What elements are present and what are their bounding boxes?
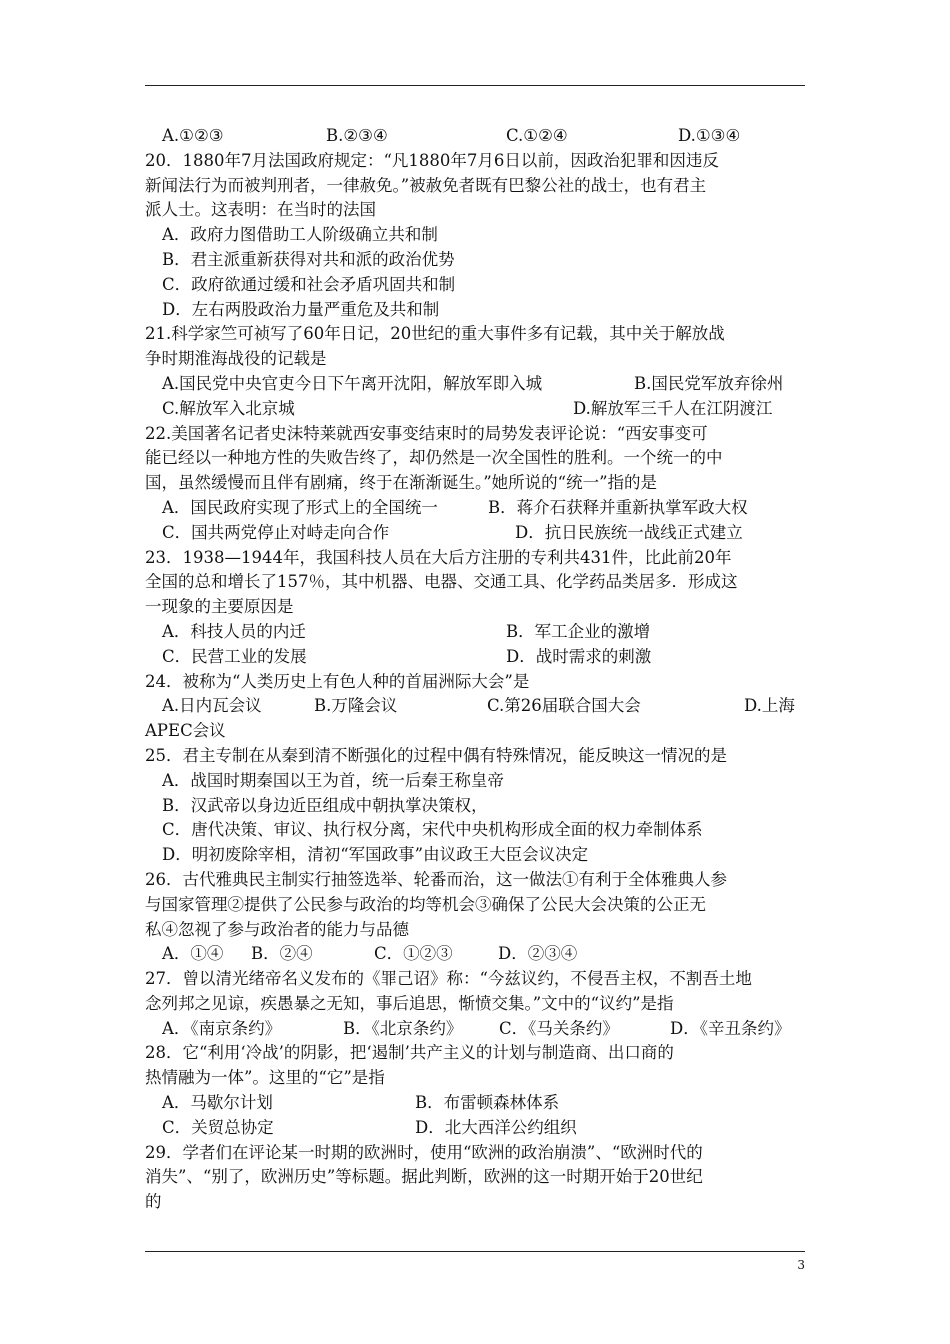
question-28-stem: 热情融为一体”。这里的“它”是指 [145, 1068, 385, 1088]
question-23-stem: 一现象的主要原因是 [145, 597, 294, 617]
question-20-stem: 20．1880年7月法国政府规定：“凡1880年7月6日以前，因政治犯罪和因违反 [145, 150, 719, 170]
option-c: C.第26届联合国大会 [487, 696, 641, 716]
question-23-stem: 23．1938—1944年，我国科技人员在大后方注册的专利共431件，比此前20年 [145, 547, 732, 567]
question-23-stem: 全国的总和增长了157％，其中机器、电器、交通工具、化学药品类居多．形成这 [145, 572, 738, 592]
option-a: A.国民党中央官吏今日下午离开沈阳，解放军即入城 [162, 373, 543, 393]
option-d: D．左右两股政治力量严重危及共和制 [162, 299, 440, 319]
option-c: C．唐代决策、审议、执行权分离，宋代中央机构形成全面的权力牵制体系 [162, 820, 703, 840]
option-a: A．政府力图借助工人阶级确立共和制 [162, 225, 438, 245]
question-22-stem: 国，虽然缓慢而且伴有剧痛，终于在渐渐诞生。”她所说的“统一”指的是 [145, 473, 658, 493]
option-c: C.解放军入北京城 [162, 398, 295, 418]
option-b: B.②③④ [326, 126, 388, 145]
question-24-stem: 24．被称为“人类历史上有色人种的首届洲际大会”是 [145, 671, 530, 691]
exam-content [145, 124, 805, 1215]
options-q22-row2 [145, 521, 805, 546]
option-a: A．战国时期秦国以王为首，统一后秦王称皇帝 [162, 770, 504, 790]
option-d: D.上海 [744, 696, 795, 716]
options-q23-row2 [145, 645, 805, 670]
page-number: 3 [797, 1258, 805, 1272]
options-q22-row1 [145, 496, 805, 521]
option-a: A．①④ [162, 944, 224, 964]
question-29-stem: 的 [145, 1192, 162, 1212]
question-21-stem: 争时期淮海战役的记载是 [145, 349, 327, 369]
option-a: A．《南京条约》 [162, 1018, 282, 1038]
option-c: C.①②④ [506, 126, 568, 145]
option-a: A.日内瓦会议 [162, 696, 262, 716]
options-q21-row2 [145, 397, 805, 422]
option-b: B．汉武帝以身边近臣组成中朝执掌决策权， [162, 795, 488, 815]
option-b: B．《北京条约》 [343, 1018, 463, 1038]
option-b: B.国民党军放弃徐州 [634, 373, 784, 393]
question-22-stem: 能已经以一种地方性的失败告终了，却仍然是一次全国性的胜利。一个统一的中 [145, 448, 723, 468]
option-d: D.解放军三千人在江阴渡江 [573, 398, 773, 418]
option-c: C．政府欲通过缓和社会矛盾巩固共和制 [162, 274, 456, 294]
question-27-stem: 27．曾以清光绪帝名义发布的《罪己诏》称：“今兹议约，不侵吾主权，不割吾土地 [145, 969, 752, 989]
question-22-stem: 22.美国著名记者史沫特莱就西安事变结束时的局势发表评论说：“西安事变可 [145, 423, 708, 443]
option-d: D.①③④ [678, 126, 741, 145]
options-q28-row1 [145, 1091, 805, 1116]
options-q21-row1 [145, 372, 805, 397]
option-d: D．②③④ [498, 944, 578, 964]
question-26-stem: 与国家管理②提供了公民参与政治的均等机会③确保了公民大会决策的公正无 [145, 894, 706, 914]
option-c: C．①②③ [374, 944, 453, 964]
option-d: D．《辛丑条约》 [670, 1018, 791, 1038]
option-b: B．蒋介石获释并重新执掌军政大权 [488, 497, 748, 517]
question-29-stem: 29．学者们在评论某一时期的欧洲时，使用“欧洲的政治崩溃”、“欧洲时代的 [145, 1142, 703, 1162]
option-b: B．军工企业的激增 [506, 621, 651, 641]
options-q19 [145, 124, 805, 149]
question-27-stem: 念列邦之见谅，疾愚暴之无知，事后追思，惭愤交集。”文中的“议约”是指 [145, 993, 674, 1013]
question-20-stem: 新闻法行为而被判刑者，一律赦免。”被赦免者既有巴黎公社的战士，也有君主 [145, 175, 707, 195]
option-d: D．明初废除宰相，清初“军国政事”由议政王大臣会议决定 [162, 845, 589, 865]
option-d: D．战时需求的刺激 [506, 646, 652, 666]
header-rule [145, 85, 805, 86]
option-a: A.①②③ [162, 126, 224, 145]
option-d-continued: APEC会议 [145, 721, 226, 741]
question-26-stem: 私④忽视了参与政治者的能力与品德 [145, 919, 409, 939]
options-q28-row2 [145, 1116, 805, 1141]
option-c: C．民营工业的发展 [162, 646, 307, 666]
question-28-stem: 28．它“利用‘冷战’的阴影，把‘遏制’共产主义的计划与制造商、出口商的 [145, 1043, 674, 1063]
options-q26 [145, 942, 805, 967]
question-21-stem: 21.科学家竺可祯写了60年日记，20世纪的重大事件多有记载，其中关于解放战 [145, 324, 725, 344]
option-d: D．抗日民族统一战线正式建立 [515, 522, 743, 542]
option-c: C．《马关条约》 [499, 1018, 619, 1038]
options-q23-row1 [145, 620, 805, 645]
option-a: A．国民政府实现了形式上的全国统一 [162, 497, 438, 517]
option-c: C．关贸总协定 [162, 1117, 274, 1137]
option-c: C．国共两党停止对峙走向合作 [162, 522, 390, 542]
option-d: D．北大西洋公约组织 [415, 1117, 577, 1137]
question-25-stem: 25．君主专制在从秦到清不断强化的过程中偶有特殊情况，能反映这一情况的是 [145, 745, 727, 765]
option-b: B.万隆会议 [314, 696, 398, 716]
question-26-stem: 26．古代雅典民主制实行抽签选举、轮番而治，这一做法①有利于全体雅典人参 [145, 869, 727, 889]
footer-rule [145, 1251, 805, 1252]
option-b: B．君主派重新获得对共和派的政治优势 [162, 249, 455, 269]
question-29-stem: 消失”、“别了，欧洲历史”等标题。据此判断，欧洲的这一时期开始于20世纪 [145, 1167, 703, 1187]
option-b: B．②④ [251, 944, 313, 964]
option-b: B．布雷顿森林体系 [415, 1093, 560, 1113]
options-q24 [145, 694, 805, 719]
question-20-stem: 派人士。这表明：在当时的法国 [145, 200, 376, 220]
options-q27 [145, 1017, 805, 1042]
option-a: A．科技人员的内迁 [162, 621, 306, 641]
option-a: A．马歇尔计划 [162, 1093, 273, 1113]
